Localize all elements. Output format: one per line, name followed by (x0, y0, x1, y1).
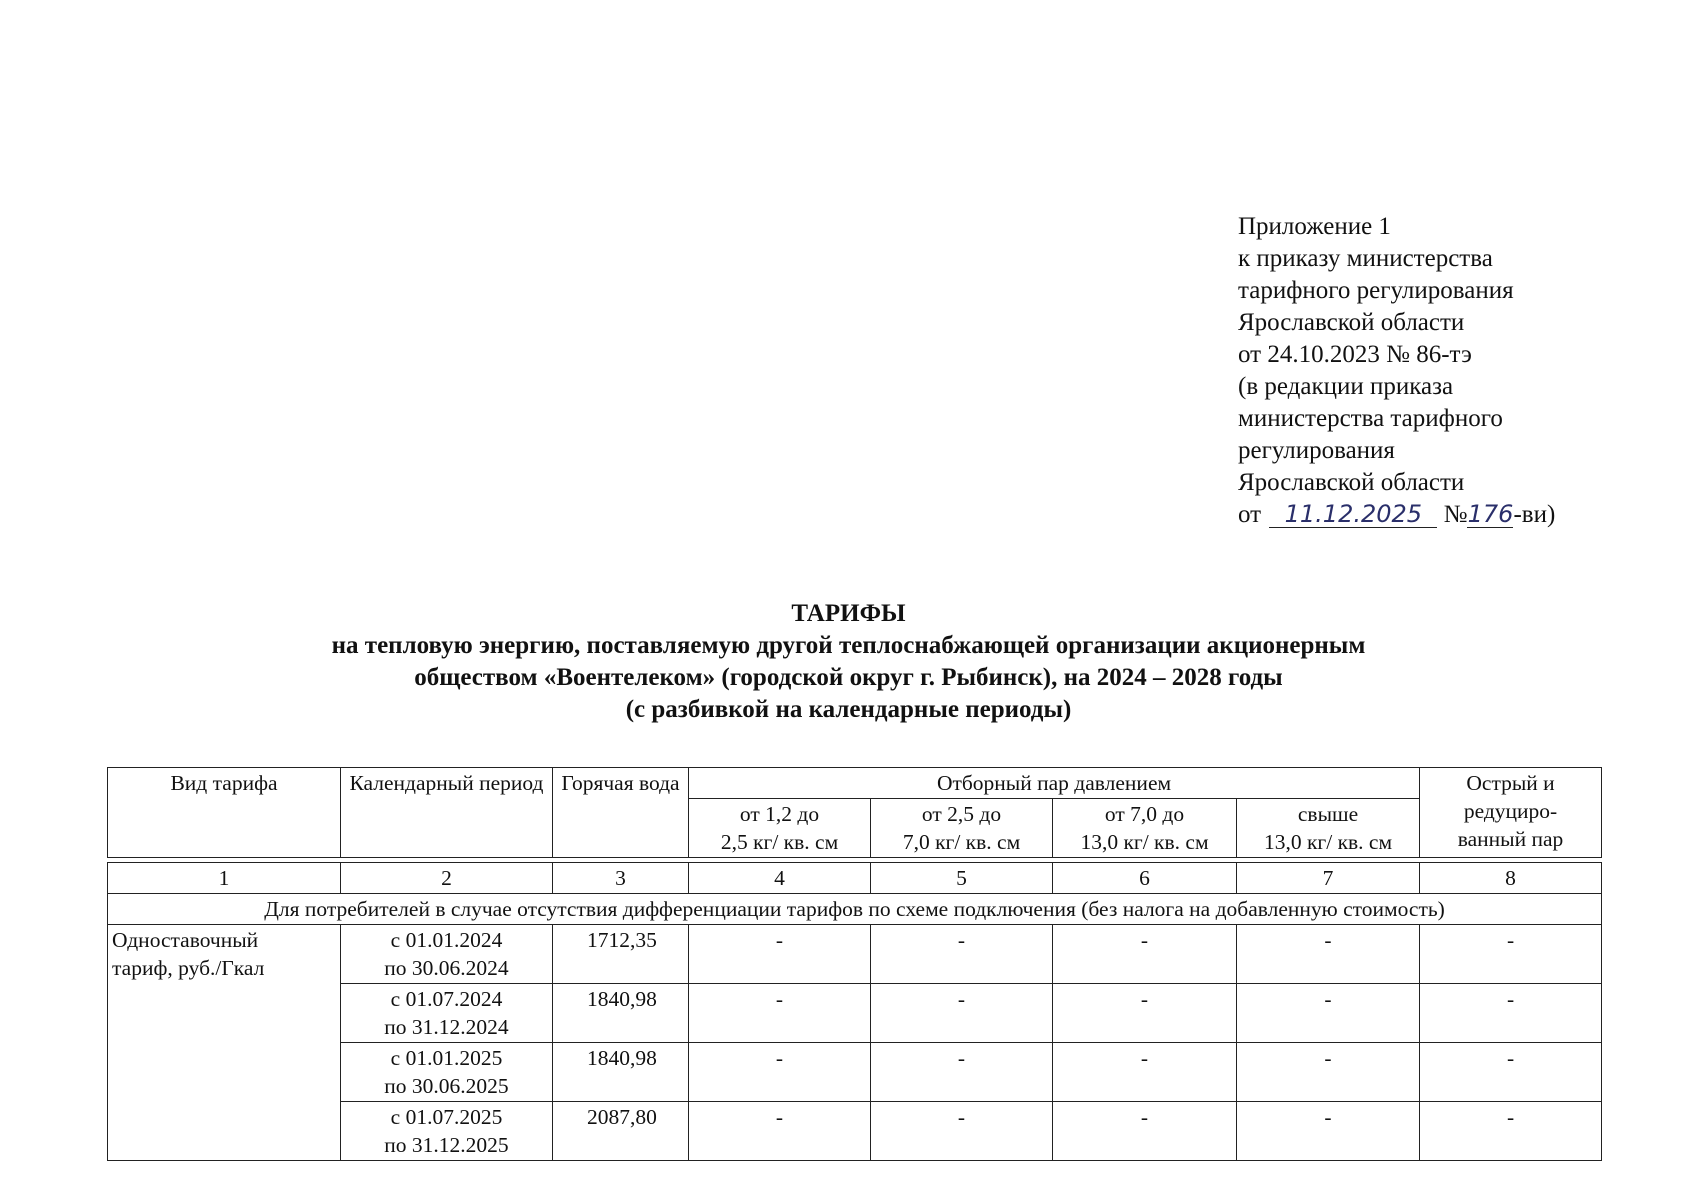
annex-line: министерства тарифного (1238, 405, 1503, 432)
section-label: Для потребителей в случае отсутствия дифференциации тарифов по схеме подключения (без налога на добавленную стоимость) (108, 894, 1602, 925)
table-row (108, 925, 1602, 984)
title-line: (с разбивкой на календарные периоды) (625, 696, 1072, 723)
section-row (108, 894, 1602, 925)
header-steam-1 (689, 799, 871, 858)
tariffs-table (107, 767, 1602, 1161)
period-from: с 01.07.2025 (390, 1105, 503, 1129)
steam-4-value: - (1237, 1043, 1420, 1102)
annex-last-line (1238, 499, 1658, 531)
sharp-steam-value: - (1420, 925, 1602, 984)
header-period: Календарный период (341, 768, 553, 858)
column-number: 5 (871, 863, 1053, 894)
period-cell (341, 1043, 553, 1102)
hot-water-value: 2087,80 (553, 1102, 689, 1161)
steam-4-value: - (1237, 925, 1420, 984)
header-row (108, 768, 1602, 799)
annex-line: от 24.10.2023 № 86-тэ (1238, 341, 1472, 368)
annex-line: Приложение 1 (1238, 213, 1391, 240)
period-from: с 01.07.2024 (390, 987, 503, 1011)
column-number: 2 (341, 863, 553, 894)
handwritten-date: 11.12.2025 (1269, 501, 1437, 528)
column-number: 3 (553, 863, 689, 894)
header-line: ванный пар (1457, 827, 1564, 851)
annex-block (1238, 211, 1658, 531)
steam-4-value: - (1237, 1102, 1420, 1161)
period-cell (341, 1102, 553, 1161)
steam-4-value: - (1237, 984, 1420, 1043)
title-line: обществом «Воентелеком» (городской округ г. Рыбинск), на 2024 – 2028 годы (414, 664, 1283, 691)
steam-1-value: - (689, 1043, 871, 1102)
annex-last-suffix: -ви) (1513, 501, 1556, 528)
steam-2-value: - (871, 984, 1053, 1043)
header-line: от 1,2 до (739, 802, 820, 826)
annex-last-prefix: от (1238, 501, 1262, 528)
period-to: по 30.06.2024 (384, 956, 509, 980)
header-line: 13,0 кг/ кв. см (1263, 830, 1393, 854)
steam-3-value: - (1053, 984, 1237, 1043)
header-line: 2,5 кг/ кв. см (720, 830, 839, 854)
column-number: 4 (689, 863, 871, 894)
tariff-name-line: тариф, руб./Гкал (112, 956, 265, 980)
period-from: с 01.01.2025 (390, 1046, 503, 1070)
header-tariff-type: Вид тарифа (108, 768, 341, 858)
header-steam-2 (871, 799, 1053, 858)
title-heading: ТАРИФЫ (791, 600, 906, 627)
header-hot-water: Горячая вода (553, 768, 689, 858)
steam-2-value: - (871, 1043, 1053, 1102)
header-line: свыше (1297, 802, 1359, 826)
annex-line: тарифного регулирования (1238, 277, 1514, 304)
tariff-name-line: Одноставочный (112, 928, 259, 952)
tariff-name-cell (108, 925, 341, 1161)
steam-2-value: - (871, 1102, 1053, 1161)
period-to: по 30.06.2025 (384, 1074, 509, 1098)
header-line: 7,0 кг/ кв. см (902, 830, 1021, 854)
sharp-steam-value: - (1420, 1102, 1602, 1161)
document-title (100, 598, 1597, 726)
period-to: по 31.12.2024 (384, 1015, 509, 1039)
steam-1-value: - (689, 984, 871, 1043)
handwritten-number: 176 (1467, 500, 1514, 528)
header-line: Острый и (1466, 771, 1555, 795)
column-number: 6 (1053, 863, 1237, 894)
column-number: 8 (1420, 863, 1602, 894)
header-steam-group: Отборный пар давлением (689, 768, 1420, 799)
annex-line: (в редакции приказа (1238, 373, 1454, 400)
period-cell (341, 984, 553, 1043)
header-line: 13,0 кг/ кв. см (1080, 830, 1209, 854)
header-steam-4 (1237, 799, 1420, 858)
steam-3-value: - (1053, 1043, 1237, 1102)
steam-1-value: - (689, 1102, 871, 1161)
column-number: 1 (108, 863, 341, 894)
steam-3-value: - (1053, 1102, 1237, 1161)
steam-2-value: - (871, 925, 1053, 984)
annex-line: регулирования (1238, 437, 1395, 464)
hot-water-value: 1840,98 (553, 984, 689, 1043)
header-steam-3 (1053, 799, 1237, 858)
header-line: от 2,5 до (921, 802, 1002, 826)
annex-line: к приказу министерства (1238, 245, 1493, 272)
header-sharp-steam (1420, 768, 1602, 858)
steam-3-value: - (1053, 925, 1237, 984)
sharp-steam-value: - (1420, 1043, 1602, 1102)
hot-water-value: 1712,35 (553, 925, 689, 984)
steam-1-value: - (689, 925, 871, 984)
column-number-row (108, 863, 1602, 894)
header-line: от 7,0 до (1104, 802, 1185, 826)
period-from: с 01.01.2024 (390, 928, 503, 952)
period-cell (341, 925, 553, 984)
header-line: редуциро- (1463, 799, 1558, 823)
column-number: 7 (1237, 863, 1420, 894)
hot-water-value: 1840,98 (553, 1043, 689, 1102)
title-line: на тепловую энергию, поставляемую другой теплоснабжающей организации акционерным (331, 632, 1366, 659)
period-to: по 31.12.2025 (384, 1133, 509, 1157)
annex-line: Ярославской области (1238, 469, 1465, 496)
number-sign: № (1443, 501, 1468, 528)
sharp-steam-value: - (1420, 984, 1602, 1043)
annex-line: Ярославской области (1238, 309, 1465, 336)
